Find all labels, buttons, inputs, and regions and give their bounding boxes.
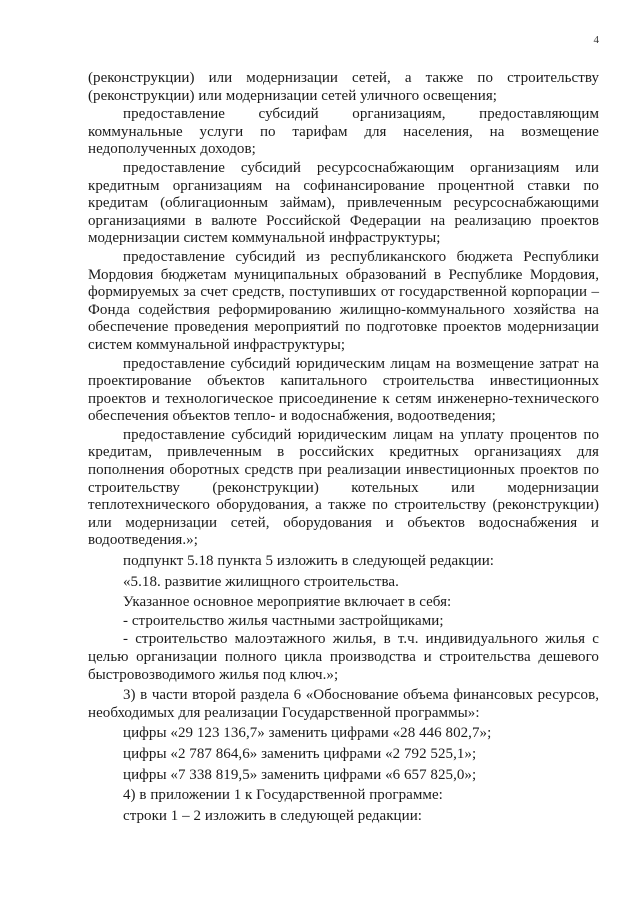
paragraph: предоставление субсидий ресурсоснабжающим организациям или кредитным организациям на софинансирование процентной ставки по кредитам (облигационным займам), привлеченным ресурсоснабжающими организациями в валюте Российской Федерации на реализацию проектов модернизации систем коммунальной инфраструктуры; (88, 159, 599, 247)
paragraph: предоставление субсидий юридическим лицам на возмещение затрат на проектирование объектов капитального строительства инвестиционных проектов и технологическое присоединение к сетям инженерно-технического обеспечения объектов тепло- и водоснабжения, водоотведения; (88, 355, 599, 425)
paragraph: предоставление субсидий организациям, предоставляющим коммунальные услуги по тарифам для населения, на возмещение недополученных доходов; (88, 106, 599, 158)
paragraph: цифры «29 123 136,7» заменить цифрами «28 446 802,7»; (123, 725, 492, 742)
paragraph: цифры «7 338 819,5» заменить цифрами «6 657 825,0»; (123, 766, 477, 783)
paragraph: строки 1 – 2 изложить в следующей редакции: (123, 807, 423, 824)
document-body (88, 70, 599, 825)
paragraph: предоставление субсидий из республиканского бюджета Республики Мордовия бюджетам муниципальных образований в Республике Мордовия, формируемых за счет средств, поступивших от государственной корпорации – Фонда содействия реформированию жилищно-коммунального хозяйства на обеспечение проведения мероприятий по подготовке проектов модернизации систем коммунальной инфраструктуры; (88, 248, 599, 353)
paragraph: цифры «2 787 864,6» заменить цифрами «2 792 525,1»; (123, 745, 477, 762)
paragraph: подпункт 5.18 пункта 5 изложить в следующей редакции: (123, 553, 495, 570)
paragraph: - строительство малоэтажного жилья, в т.ч. индивидуального жилья с целью организации полного цикла производства и строительства дешевого быстровозводимого жилья под ключ.»; (88, 631, 599, 683)
paragraph: - строительство жилья частными застройщиками; (123, 612, 444, 629)
page-number: 4 (593, 34, 599, 46)
paragraph: 3) в части второй раздела 6 «Обоснование объема финансовых ресурсов, необходимых для реализации Государственной программы»: (88, 687, 599, 721)
paragraph: «5.18. развитие жилищного строительства. (123, 573, 399, 590)
paragraph: Указанное основное мероприятие включает в себя: (123, 594, 452, 611)
paragraph: 4) в приложении 1 к Государственной программе: (123, 787, 443, 804)
paragraph: предоставление субсидий юридическим лицам на уплату процентов по кредитам, привлеченным в российских кредитных организациях для пополнения оборотных средств при реализации инвестиционных проектов по строительству (реконструкции) котельных или модернизации теплотехнического оборудования, а также по строительству (реконструкции) или модернизации сетей, оборудования и объектов водоснабжения и водоотведения.»; (88, 426, 599, 549)
paragraph: (реконструкции) или модернизации сетей, а также по строительству (реконструкции) или модернизации сетей уличного освещения; (88, 70, 599, 104)
